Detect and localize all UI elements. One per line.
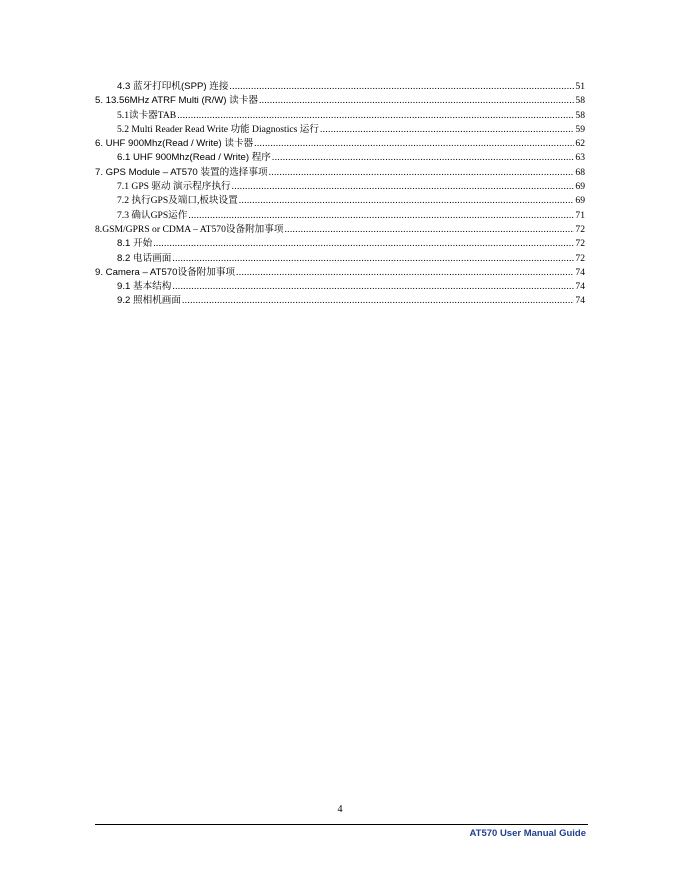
toc-entry-title: 9.2 照相机画面	[117, 295, 181, 307]
toc-entry[interactable]	[95, 151, 585, 165]
toc-entry[interactable]	[95, 223, 585, 237]
toc-entry-title: 7.3 确认GPS运作	[117, 209, 188, 221]
toc-entry[interactable]	[95, 266, 585, 280]
toc-dot-leader	[284, 223, 574, 237]
toc-entry-title: 8.2 电话画面	[117, 252, 172, 264]
toc-entry-title: 8.GSM/GPRS or CDMA – AT570设备附加事项	[95, 223, 284, 235]
toc-entry-page: 58	[575, 109, 585, 121]
toc-entry[interactable]	[95, 294, 585, 308]
toc-entry[interactable]	[95, 109, 585, 123]
toc-entry-title: 9.1 基本结构	[117, 281, 172, 293]
toc-dot-leader	[320, 123, 574, 137]
toc-dot-leader	[229, 80, 574, 94]
toc-entry-page: 74	[575, 281, 585, 293]
toc-entry-page: 72	[575, 238, 585, 250]
toc-entry[interactable]	[95, 137, 585, 151]
toc-entry-page: 68	[575, 166, 585, 178]
toc-entry[interactable]	[95, 123, 585, 137]
toc-entry-page: 69	[575, 195, 585, 207]
toc-dot-leader	[236, 266, 574, 280]
toc-entry-title: 7.1 GPS 驱动 演示程序执行	[117, 181, 231, 193]
toc-entry-page: 58	[575, 95, 585, 107]
toc-entry-page: 63	[575, 152, 585, 164]
toc-entry-page: 72	[575, 223, 585, 235]
page-number: 4	[337, 804, 343, 815]
toc-dot-leader	[172, 280, 574, 294]
toc-entry-title: 5.1读卡器TAB	[117, 109, 177, 121]
table-of-contents	[95, 80, 585, 309]
toc-entry[interactable]	[95, 252, 585, 266]
toc-entry[interactable]	[95, 209, 585, 223]
toc-entry[interactable]	[95, 94, 585, 108]
toc-dot-leader	[153, 237, 574, 251]
toc-dot-leader	[259, 94, 574, 108]
toc-entry-title: 7.2 执行GPS及端口,板块设置	[117, 195, 238, 207]
toc-entry-title: 9. Camera – AT570设备附加事项	[95, 266, 236, 278]
toc-entry-title: 5.2 Multi Reader Read Write 功能 Diagnostics 运行	[117, 123, 319, 135]
toc-entry-title: 4.3 蓝牙打印机(SPP) 连接	[117, 81, 229, 92]
toc-entry-title: 6.1 UHF 900Mhz(Read / Write) 程序	[117, 152, 271, 164]
toc-dot-leader	[254, 137, 574, 151]
toc-entry[interactable]	[95, 194, 585, 208]
toc-entry[interactable]	[95, 166, 585, 180]
toc-dot-leader	[177, 109, 574, 123]
toc-entry-page: 72	[575, 252, 585, 264]
toc-entry[interactable]	[95, 280, 585, 294]
toc-entry-title: 5. 13.56MHz ATRF Multi (R/W) 读卡器	[95, 95, 258, 107]
toc-entry-page: 69	[575, 181, 585, 193]
toc-dot-leader	[188, 209, 574, 223]
toc-entry-title: 7. GPS Module – AT570 装置的选择事项	[95, 166, 268, 178]
toc-entry[interactable]	[95, 80, 585, 94]
toc-dot-leader	[269, 166, 575, 180]
toc-dot-leader	[172, 252, 574, 266]
toc-dot-leader	[239, 194, 575, 208]
toc-entry-page: 51	[575, 81, 585, 92]
toc-dot-leader	[272, 151, 575, 165]
toc-entry-page: 62	[575, 138, 585, 150]
toc-entry-page: 74	[575, 266, 585, 278]
toc-entry[interactable]	[95, 180, 585, 194]
toc-dot-leader	[232, 180, 575, 194]
toc-entry-page: 71	[575, 209, 585, 221]
toc-entry-title: 8.1 开始	[117, 238, 153, 250]
footer-document-title: AT570 User Manual Guide	[469, 828, 586, 839]
toc-entry[interactable]	[95, 237, 585, 251]
toc-entry-page: 74	[575, 295, 585, 307]
toc-entry-title: 6. UHF 900Mhz(Read / Write) 读卡器	[95, 138, 254, 150]
toc-entry-page: 59	[575, 123, 585, 135]
toc-dot-leader	[182, 294, 574, 308]
footer-divider	[95, 824, 588, 825]
